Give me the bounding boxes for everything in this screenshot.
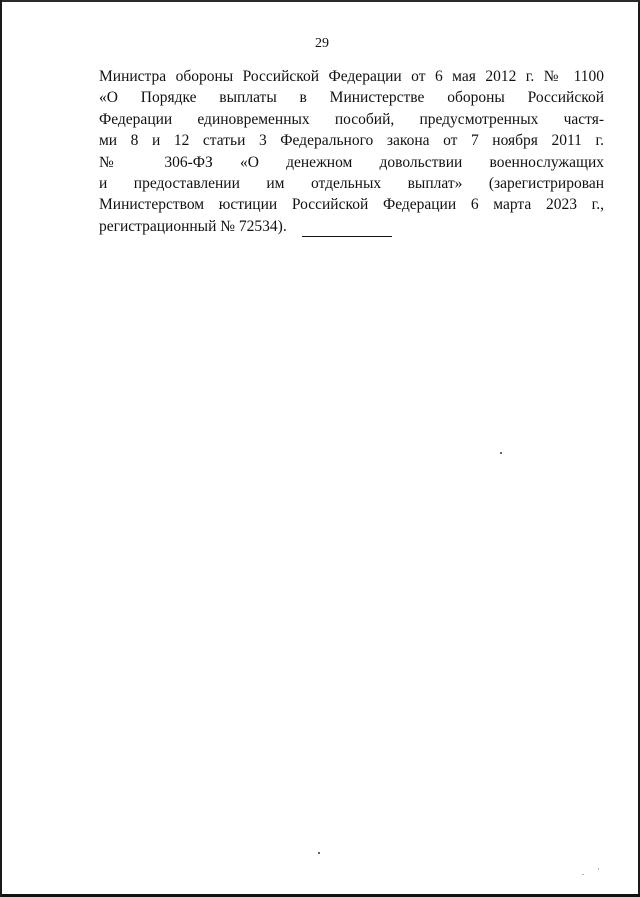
paragraph-text	[99, 66, 604, 237]
paragraph-line: и предоставлении им отдельных выплат» (зарегистрирован	[99, 175, 604, 193]
paragraph-line: Федерации единовременных пособий, предусмотренных частя-	[99, 110, 604, 128]
scan-speck	[598, 868, 599, 870]
paragraph-line: Министра обороны Российской Федерации от 6 мая 2012 г. № 1100	[99, 68, 604, 85]
page-number: 29	[315, 36, 329, 51]
separator-line	[302, 236, 392, 237]
scan-edge-top	[2, 0, 640, 2]
paragraph-line: № 306-ФЗ «О денежном довольствии военнослужащих	[99, 153, 604, 171]
scan-speck	[318, 852, 320, 854]
paragraph-line: ми 8 и 12 статьи 3 Федерального закона от 7 ноября 2011 г.	[99, 132, 604, 150]
paragraph-line: «О Порядке выплаты в Министерстве обороны Российской	[99, 89, 604, 107]
paragraph-line: регистрационный № 72534).	[99, 217, 287, 235]
scan-speck	[500, 452, 502, 454]
paragraph-line: Министерством юстиции Российской Федерации 6 марта 2023 г.,	[99, 196, 604, 214]
scan-speck	[582, 874, 584, 875]
